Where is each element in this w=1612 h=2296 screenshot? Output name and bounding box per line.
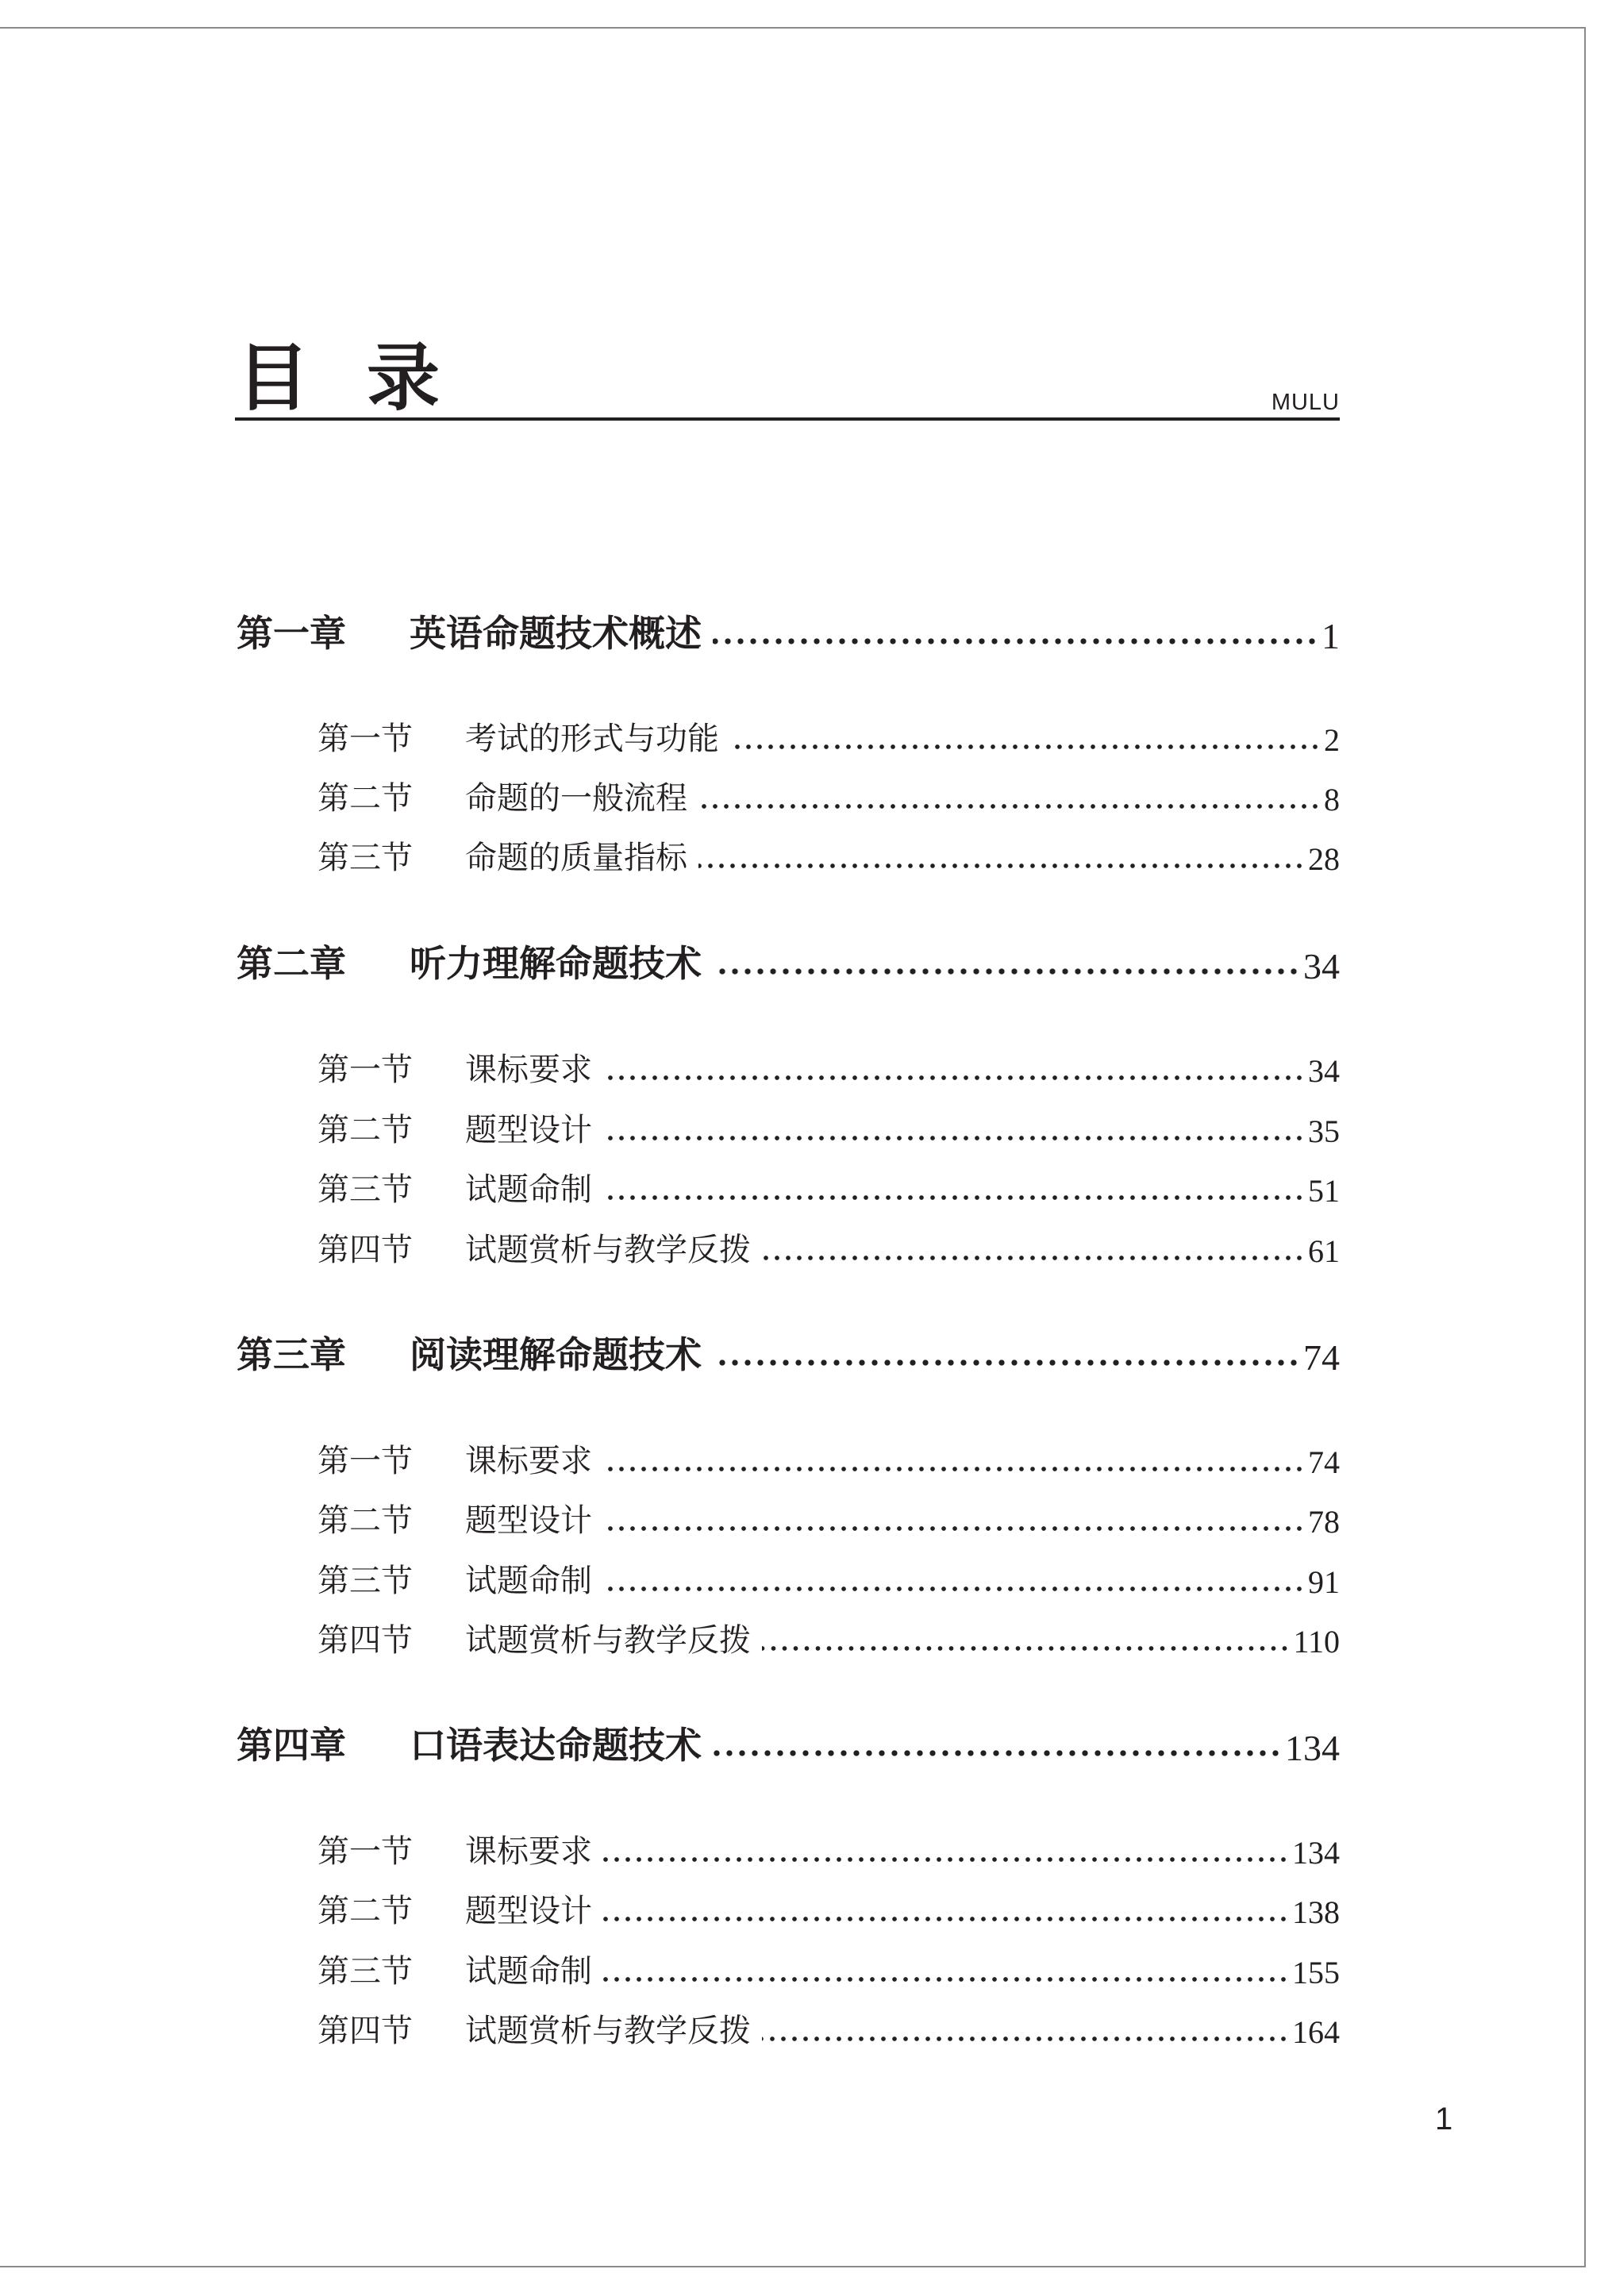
section-number: 第一节 [317, 1052, 413, 1088]
section-page: 51 [1308, 1173, 1340, 1209]
chapter-title: 英语命题技术概述 [410, 612, 702, 655]
toc-section-2-4[interactable] [317, 1229, 1340, 1270]
page-title-char-2: 录 [367, 335, 441, 421]
toc-section-1-2[interactable] [317, 777, 1340, 818]
dot-leader [730, 741, 1321, 752]
section-page: 8 [1324, 782, 1340, 817]
section-title: 命题的一般流程 [465, 780, 687, 817]
section-number: 第三节 [317, 1563, 413, 1599]
section-title: 课标要求 [465, 1833, 592, 1870]
section-number: 第二节 [317, 1502, 413, 1539]
chapter-page: 1 [1322, 616, 1340, 656]
dot-leader [762, 2033, 1289, 2044]
toc-section-3-4[interactable] [317, 1619, 1340, 1660]
section-number: 第四节 [317, 1622, 413, 1659]
section-page: 155 [1292, 1955, 1340, 1990]
section-page: 78 [1308, 1504, 1340, 1540]
chapter-page: 74 [1303, 1337, 1340, 1378]
section-title: 课标要求 [465, 1052, 592, 1088]
toc-chapter-2[interactable] [237, 940, 1340, 987]
section-title: 试题赏析与教学反拨 [465, 2013, 751, 2049]
section-page: 61 [1308, 1233, 1340, 1269]
dot-leader [603, 1974, 1289, 1985]
section-page: 138 [1292, 1894, 1340, 1930]
section-page: 74 [1308, 1444, 1340, 1480]
section-number: 第一节 [317, 721, 413, 757]
section-title: 课标要求 [465, 1443, 592, 1479]
section-title: 试题命制 [465, 1563, 592, 1599]
dot-leader [603, 1192, 1305, 1203]
section-number: 第一节 [317, 1833, 413, 1870]
dot-leader [713, 1747, 1282, 1759]
page-number: 1 [1435, 2102, 1453, 2136]
section-title: 试题赏析与教学反拨 [465, 1232, 751, 1268]
chapter-number: 第二章 [237, 942, 346, 985]
section-title: 试题命制 [465, 1171, 592, 1208]
section-number: 第二节 [317, 1893, 413, 1929]
chapter-title: 听力理解命题技术 [410, 942, 702, 985]
toc-section-4-3[interactable] [317, 1950, 1340, 1991]
section-number: 第四节 [317, 2013, 413, 2049]
dot-leader [603, 1854, 1289, 1865]
chapter-number: 第一章 [237, 612, 346, 655]
toc-section-2-2[interactable] [317, 1109, 1340, 1150]
section-page: 35 [1308, 1113, 1340, 1149]
chapter-page: 134 [1285, 1728, 1340, 1768]
toc-section-4-4[interactable] [317, 2009, 1340, 2051]
section-title: 考试的形式与功能 [465, 721, 719, 757]
section-page: 134 [1292, 1835, 1340, 1871]
dot-leader [603, 1463, 1305, 1475]
chapter-page: 34 [1303, 946, 1340, 986]
toc-section-2-3[interactable] [317, 1168, 1340, 1210]
page-subtitle: MULU [1271, 390, 1340, 415]
toc-section-3-2[interactable] [317, 1499, 1340, 1540]
dot-leader [603, 1072, 1305, 1083]
toc-section-3-3[interactable] [317, 1560, 1340, 1601]
chapter-title: 口语表达命题技术 [410, 1724, 702, 1767]
toc-section-1-3[interactable] [317, 836, 1340, 878]
section-number: 第二节 [317, 1112, 413, 1148]
section-title: 试题赏析与教学反拨 [465, 1622, 751, 1659]
section-title: 试题命制 [465, 1953, 592, 1990]
dot-leader [698, 801, 1321, 812]
dot-leader [603, 1913, 1289, 1925]
chapter-title: 阅读理解命题技术 [410, 1333, 702, 1376]
section-page: 2 [1324, 722, 1340, 758]
dot-leader [713, 1356, 1300, 1369]
section-page: 91 [1308, 1564, 1340, 1600]
toc-chapter-3[interactable] [237, 1331, 1340, 1379]
toc-section-4-1[interactable] [317, 1830, 1340, 1871]
section-number: 第四节 [317, 1232, 413, 1268]
section-number: 第三节 [317, 1171, 413, 1208]
section-title: 题型设计 [465, 1112, 592, 1148]
section-page: 110 [1293, 1624, 1340, 1660]
section-page: 34 [1308, 1053, 1340, 1089]
section-number: 第二节 [317, 780, 413, 817]
toc-chapter-4[interactable] [237, 1721, 1340, 1769]
section-page: 164 [1292, 2014, 1340, 2050]
dot-leader [603, 1133, 1305, 1144]
section-page: 28 [1308, 841, 1340, 877]
chapter-number: 第四章 [237, 1724, 346, 1767]
dot-leader [603, 1523, 1305, 1534]
section-number: 第三节 [317, 1953, 413, 1990]
dot-leader [762, 1643, 1290, 1654]
dot-leader [698, 860, 1305, 871]
section-title: 题型设计 [465, 1893, 592, 1929]
dot-leader [713, 635, 1318, 648]
dot-leader [713, 965, 1300, 978]
toc-section-3-1[interactable] [317, 1440, 1340, 1481]
toc-section-4-2[interactable] [317, 1890, 1340, 1931]
toc-section-1-1[interactable] [317, 717, 1340, 759]
toc-chapter-1[interactable] [237, 610, 1340, 657]
toc-section-2-1[interactable] [317, 1048, 1340, 1090]
section-number: 第三节 [317, 840, 413, 876]
dot-leader [603, 1583, 1305, 1594]
section-title: 命题的质量指标 [465, 840, 687, 876]
dot-leader [762, 1252, 1305, 1263]
page-title-char-1: 目 [237, 335, 310, 421]
section-number: 第一节 [317, 1443, 413, 1479]
section-title: 题型设计 [465, 1502, 592, 1539]
chapter-number: 第三章 [237, 1333, 346, 1376]
